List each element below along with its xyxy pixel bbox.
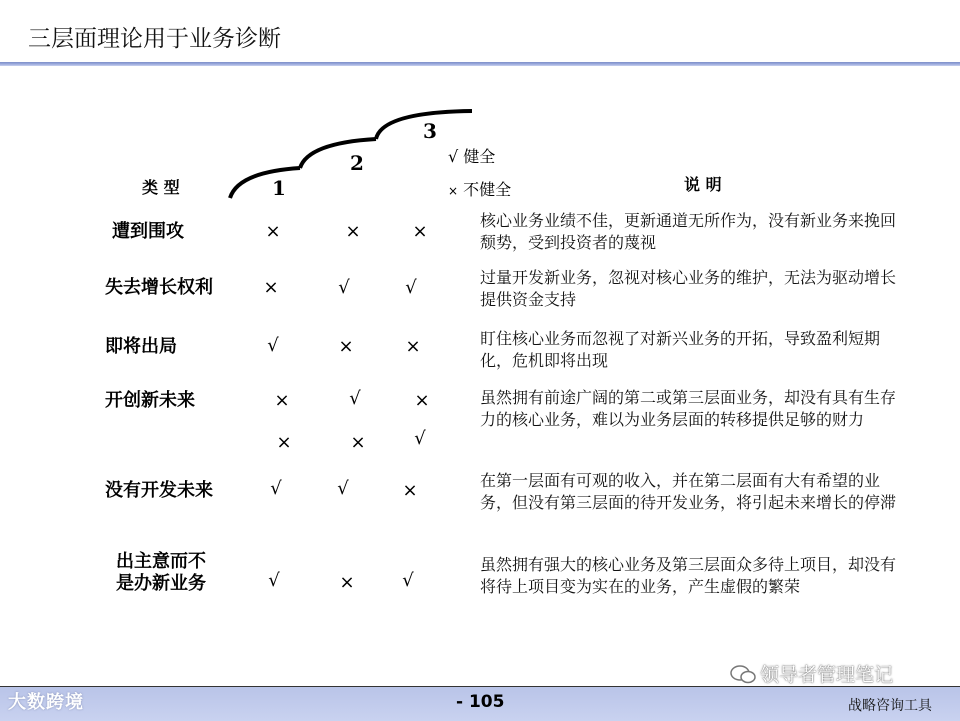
row-label-line2: 是办新业务 [116, 573, 206, 594]
mark-level-1: √ [268, 570, 280, 591]
mark-level-2: × [339, 572, 355, 593]
row-description: 在第一层面有可观的收入，并在第二层面有大有希望的业务，但没有第三层面的待开发业务，将引起未来增长的停滞 [480, 471, 897, 512]
mark-level-3: × [412, 221, 428, 242]
level-3-label: 3 [423, 119, 437, 143]
mark-level-3: √ [402, 570, 414, 591]
horizon-2-curve [300, 139, 376, 168]
mark-level-1: √ [267, 335, 279, 356]
mark-level-1: √ [270, 478, 282, 499]
legend-healthy [448, 144, 495, 167]
mark-level-2: × [338, 336, 354, 357]
row-description: 虽然拥有前途广阔的第二或第三层面业务，却没有具有生存力的核心业务，难以为业务层面的转移提供足够的财力 [480, 388, 897, 429]
row-label: 遭到围攻 [112, 221, 184, 242]
row-description: 过量开发新业务，忽视对核心业务的维护，无法为驱动增长提供资金支持 [480, 268, 897, 309]
mark-level-3: √ [405, 277, 417, 298]
mark-level-1-alt: × [276, 432, 292, 453]
cross-icon: × [448, 184, 459, 198]
mark-level-2-alt: × [350, 432, 366, 453]
footer-label: 战略咨询工具 [848, 698, 932, 714]
mark-level-3: × [405, 336, 421, 357]
row-label: 没有开发未来 [105, 480, 213, 501]
wechat-watermark: 领导者管理笔记 [760, 664, 894, 686]
mark-level-3-alt: √ [414, 428, 426, 449]
brand-logo: 大数跨境 [8, 692, 84, 713]
check-icon: √ [448, 147, 459, 166]
row-description: 虽然拥有强大的核心业务及第三层面众多待上项目，却没有将待上项目变为实在的业务，产生虚假的繁荣 [480, 555, 897, 596]
level-1-label: 1 [272, 176, 286, 200]
horizon-1-curve [230, 168, 300, 198]
mark-level-2: √ [349, 388, 361, 409]
header-type: 类 型 [142, 178, 180, 197]
row-description: 核心业务业绩不佳，更新通道无所作为，没有新业务来挽回颓势，受到投资者的蔑视 [480, 211, 897, 252]
legend-healthy-label: 健全 [463, 147, 496, 166]
page-title: 三层面理论用于业务诊断 [28, 26, 281, 52]
row-label: 即将出局 [105, 336, 177, 357]
mark-level-1: × [274, 390, 290, 411]
mark-level-3: × [414, 390, 430, 411]
row-label-line1: 出主意而不 [116, 551, 206, 572]
level-2-label: 2 [350, 151, 364, 175]
row-label: 失去增长权利 [105, 277, 213, 298]
mark-level-2: √ [338, 277, 350, 298]
row-label: 开创新未来 [105, 390, 195, 411]
mark-level-1: × [263, 277, 279, 298]
mark-level-3: × [402, 480, 418, 501]
legend-unhealthy-label: 不健全 [463, 180, 512, 199]
header-description: 说 明 [684, 175, 722, 194]
mark-level-1: × [265, 221, 281, 242]
legend-unhealthy [448, 177, 511, 200]
mark-level-2: √ [337, 478, 349, 499]
page-number: - 105 [456, 692, 505, 712]
mark-level-2: × [345, 221, 361, 242]
wechat-icon [730, 664, 756, 684]
row-description: 盯住核心业务而忽视了对新兴业务的开拓，导致盈利短期化，危机即将出现 [480, 329, 881, 370]
